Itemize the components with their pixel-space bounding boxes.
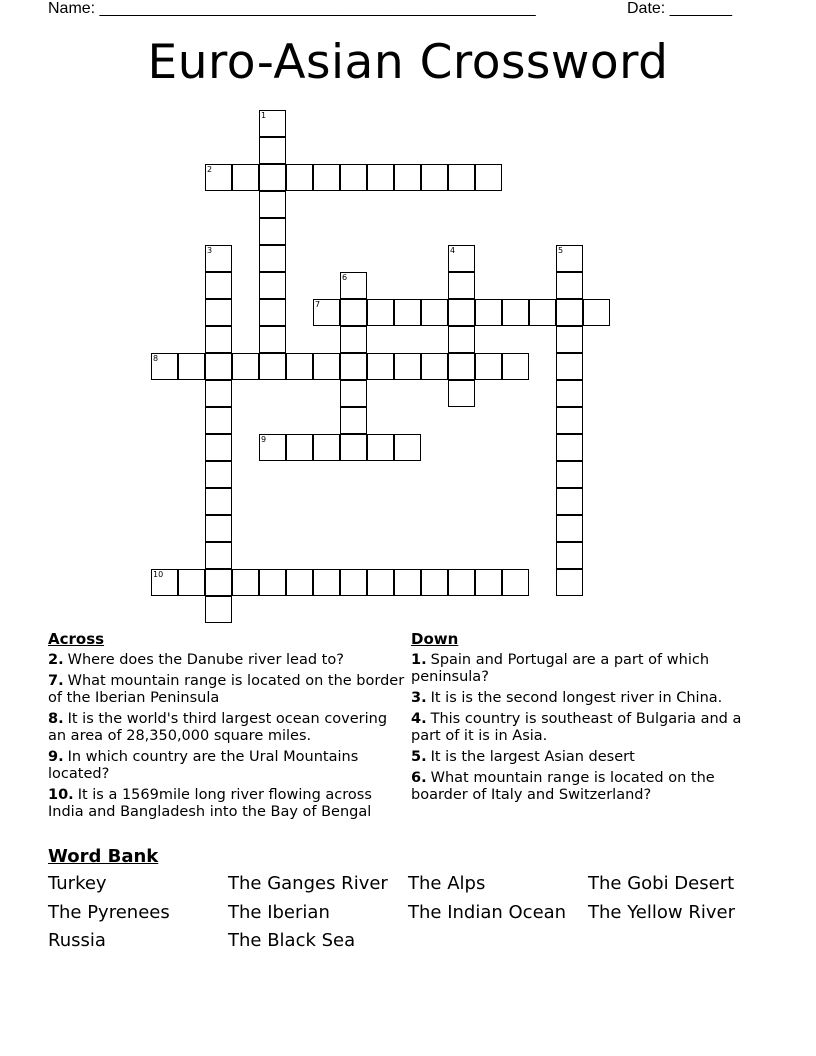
grid-cell[interactable] — [421, 569, 448, 596]
down-clues — [411, 631, 771, 808]
clue-number: 8. — [48, 711, 64, 727]
grid-cell[interactable] — [259, 569, 286, 596]
grid-cell[interactable] — [448, 380, 475, 407]
date-field-label[interactable]: Date: _______ — [627, 0, 732, 17]
clue-number-label: 3 — [207, 246, 213, 255]
grid-cell[interactable] — [448, 569, 475, 596]
grid-cell[interactable] — [340, 434, 367, 461]
grid-cell[interactable] — [556, 488, 583, 515]
grid-cell[interactable] — [259, 164, 286, 191]
grid-cell[interactable] — [502, 569, 529, 596]
grid-cell[interactable] — [286, 434, 313, 461]
word-bank-title: Word Bank — [48, 846, 159, 867]
across-clue — [48, 711, 408, 745]
grid-cell[interactable] — [475, 164, 502, 191]
grid-cell[interactable] — [529, 299, 556, 326]
grid-cell[interactable] — [313, 569, 340, 596]
grid-cell[interactable] — [394, 434, 421, 461]
grid-cell[interactable] — [286, 164, 313, 191]
clue-text: It is a 1569mile long river flowing across India and Bangladesh into the Bay of Bengal — [48, 787, 372, 820]
clue-text: Where does the Danube river lead to? — [67, 652, 344, 668]
grid-cell[interactable] — [232, 353, 259, 380]
grid-cell[interactable] — [340, 164, 367, 191]
grid-cell[interactable] — [475, 299, 502, 326]
word-bank-item: The Black Sea — [228, 930, 356, 951]
clue-number-label: 2 — [207, 165, 213, 174]
clue-text: What mountain range is located on the border of the Iberian Peninsula — [48, 673, 405, 706]
word-bank-item: The Gobi Desert — [588, 873, 735, 894]
grid-cell[interactable] — [556, 569, 583, 596]
grid-cell[interactable] — [367, 164, 394, 191]
clue-number-label: 9 — [261, 435, 267, 444]
clue-number: 3. — [411, 690, 427, 706]
clue-number: 4. — [411, 711, 427, 727]
grid-cell[interactable] — [394, 164, 421, 191]
grid-cell[interactable] — [259, 299, 286, 326]
clue-text: This country is southeast of Bulgaria and a part of it is in Asia. — [411, 711, 742, 744]
grid-cell[interactable] — [205, 461, 232, 488]
grid-cell[interactable] — [367, 434, 394, 461]
grid-cell[interactable] — [448, 272, 475, 299]
grid-cell[interactable] — [259, 245, 286, 272]
grid-cell[interactable] — [232, 569, 259, 596]
word-bank-item: The Ganges River — [228, 873, 388, 894]
grid-cell[interactable] — [259, 218, 286, 245]
clue-number: 5. — [411, 749, 427, 765]
down-clue — [411, 652, 771, 686]
grid-cell[interactable] — [448, 164, 475, 191]
word-bank — [48, 873, 768, 959]
grid-cell[interactable] — [205, 488, 232, 515]
grid-cell[interactable] — [178, 353, 205, 380]
clue-text: It is the world's third largest ocean covering an area of 28,350,000 square miles. — [48, 711, 388, 744]
clue-text: Spain and Portugal are a part of which peninsula? — [411, 652, 710, 685]
grid-cell[interactable] — [340, 380, 367, 407]
word-bank-item: The Yellow River — [588, 901, 735, 923]
word-bank-item: The Indian Ocean — [408, 901, 567, 923]
across-clue — [48, 749, 408, 783]
grid-cell[interactable] — [475, 353, 502, 380]
word-bank-item: The Pyrenees — [48, 901, 170, 923]
grid-cell[interactable] — [232, 164, 259, 191]
grid-cell[interactable] — [367, 569, 394, 596]
down-clue — [411, 690, 771, 707]
clue-number: 7. — [48, 673, 64, 689]
down-heading: Down — [411, 630, 459, 648]
grid-cell[interactable] — [286, 569, 313, 596]
grid-cell[interactable] — [205, 353, 232, 380]
grid-cell[interactable] — [556, 326, 583, 353]
grid-cell[interactable] — [205, 272, 232, 299]
down-clue — [411, 770, 771, 804]
across-clues — [48, 631, 408, 825]
grid-cell[interactable] — [394, 353, 421, 380]
grid-cell[interactable] — [178, 569, 205, 596]
grid-cell[interactable] — [340, 326, 367, 353]
grid-cell[interactable] — [583, 299, 610, 326]
grid-cell[interactable] — [205, 542, 232, 569]
grid-cell[interactable] — [448, 299, 475, 326]
grid-cell[interactable] — [205, 569, 232, 596]
clue-number: 10. — [48, 787, 74, 803]
grid-cell[interactable] — [421, 164, 448, 191]
clue-number: 6. — [411, 770, 427, 786]
clue-number: 9. — [48, 749, 64, 765]
grid-cell[interactable] — [259, 137, 286, 164]
grid-cell[interactable] — [556, 380, 583, 407]
down-clue — [411, 711, 771, 745]
grid-cell[interactable] — [556, 515, 583, 542]
name-field-label[interactable]: Name: _________________________________________________ — [48, 0, 536, 17]
grid-cell[interactable] — [394, 299, 421, 326]
down-clue — [411, 749, 771, 766]
across-clue — [48, 652, 408, 669]
grid-cell[interactable] — [205, 326, 232, 353]
word-bank-item: Turkey — [48, 873, 107, 894]
clue-text: It is the largest Asian desert — [430, 749, 635, 765]
grid-cell[interactable] — [394, 569, 421, 596]
grid-cell[interactable] — [259, 353, 286, 380]
grid-cell[interactable] — [205, 407, 232, 434]
across-clue — [48, 673, 408, 707]
grid-cell[interactable] — [556, 272, 583, 299]
grid-cell[interactable] — [556, 407, 583, 434]
grid-cell[interactable] — [340, 407, 367, 434]
clue-number-label: 1 — [261, 111, 267, 120]
grid-cell[interactable] — [313, 353, 340, 380]
clue-text: In which country are the Ural Mountains located? — [48, 749, 359, 782]
grid-cell[interactable] — [313, 434, 340, 461]
across-clue — [48, 787, 408, 821]
clue-number-label: 10 — [153, 570, 164, 579]
grid-cell[interactable] — [475, 569, 502, 596]
grid-cell[interactable] — [340, 569, 367, 596]
word-bank-item: The Alps — [408, 873, 486, 894]
grid-cell[interactable] — [340, 353, 367, 380]
grid-cell[interactable] — [502, 353, 529, 380]
clue-number-label: 7 — [315, 300, 321, 309]
word-bank-item: The Iberian — [228, 901, 330, 923]
grid-cell[interactable] — [448, 353, 475, 380]
clue-number-label: 4 — [450, 246, 456, 255]
word-bank-item: Russia — [48, 930, 106, 951]
grid-cell[interactable] — [205, 299, 232, 326]
grid-cell[interactable] — [205, 380, 232, 407]
clue-number-label: 5 — [558, 246, 564, 255]
grid-cell[interactable] — [556, 461, 583, 488]
grid-cell[interactable] — [259, 326, 286, 353]
grid-cell[interactable] — [286, 353, 313, 380]
grid-cell[interactable] — [448, 326, 475, 353]
clue-number-label: 6 — [342, 273, 348, 282]
clue-number-label: 8 — [153, 354, 159, 363]
grid-cell[interactable] — [556, 353, 583, 380]
grid-cell[interactable] — [313, 164, 340, 191]
grid-cell[interactable] — [367, 353, 394, 380]
grid-cell[interactable] — [340, 299, 367, 326]
grid-cell[interactable] — [421, 353, 448, 380]
grid-cell[interactable] — [205, 434, 232, 461]
grid-cell[interactable] — [367, 299, 394, 326]
grid-cell[interactable] — [259, 191, 286, 218]
grid-cell[interactable] — [205, 515, 232, 542]
grid-cell[interactable] — [205, 596, 232, 623]
clue-text: What mountain range is located on the boarder of Italy and Switzerland? — [411, 770, 715, 803]
page-title: Euro-Asian Crossword — [147, 35, 669, 90]
grid-cell[interactable] — [259, 272, 286, 299]
grid-cell[interactable] — [556, 542, 583, 569]
grid-cell[interactable] — [421, 299, 448, 326]
across-heading: Across — [48, 630, 105, 648]
grid-cell[interactable] — [502, 299, 529, 326]
clue-number: 1. — [411, 652, 427, 668]
clue-number: 2. — [48, 652, 64, 668]
clue-text: It is is the second longest river in China. — [430, 690, 723, 706]
grid-cell[interactable] — [556, 434, 583, 461]
grid-cell[interactable] — [556, 299, 583, 326]
